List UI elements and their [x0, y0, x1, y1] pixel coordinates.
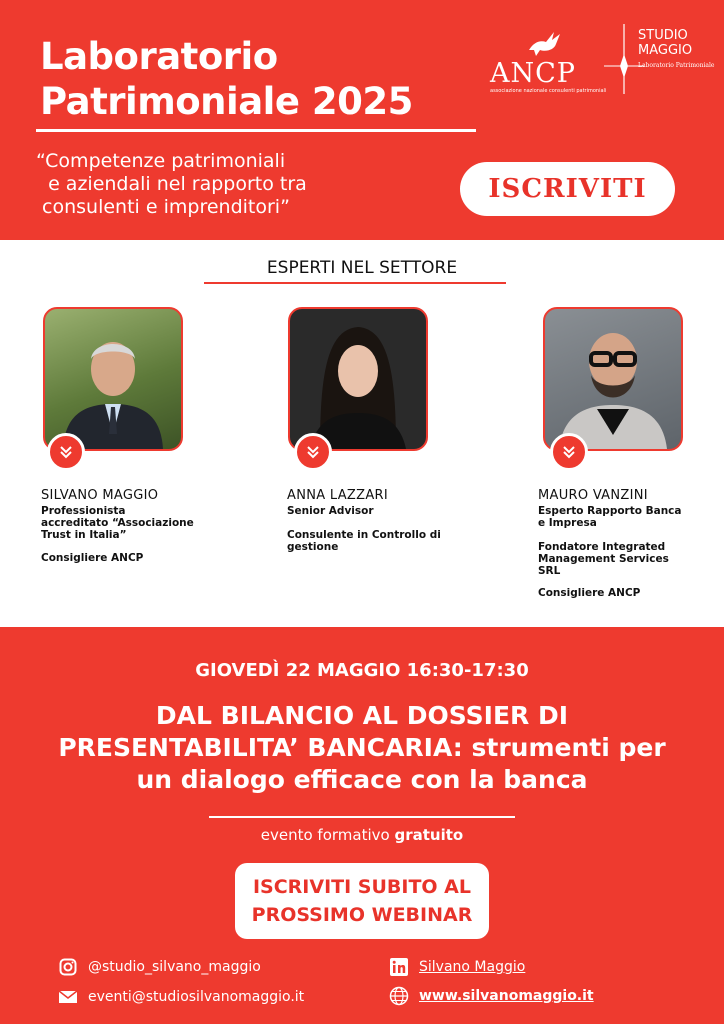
expert-role: Professionista accreditato “Associazione Trust in Italia” — [41, 505, 194, 541]
studio-line-2: MAGGIO — [638, 43, 693, 58]
free-prefix: evento formativo — [260, 826, 395, 844]
ancp-logo — [490, 28, 607, 94]
free-bold: gratuito — [394, 826, 464, 844]
chevron-down-icon — [305, 444, 321, 460]
chevron-down-icon — [58, 444, 74, 460]
experts-heading: ESPERTI NEL SETTORE — [266, 258, 458, 278]
title-line-2: Patrimoniale 2025 — [40, 80, 413, 123]
expert-photo-mauro — [543, 307, 683, 451]
expert-name: ANNA LAZZARI — [287, 488, 388, 503]
expert-role: Esperto Rapporto Banca e Impresa — [538, 505, 682, 529]
free-event-note — [0, 826, 724, 844]
event-date: GIOVEDÌ 22 MAGGIO 16:30-17:30 — [195, 660, 529, 681]
register-button[interactable]: ISCRIVITI — [460, 162, 675, 216]
portrait-anna — [290, 309, 426, 449]
event-divider — [209, 816, 515, 818]
ancp-wordmark: ANCP — [490, 58, 576, 89]
globe-icon — [389, 987, 409, 1005]
website-contact[interactable] — [389, 987, 594, 1005]
studio-line-1: STUDIO — [638, 28, 688, 43]
expert-role: Senior Advisor — [287, 505, 374, 517]
expand-badge — [47, 433, 85, 471]
subtitle-quote: “Competenze patrimoniali e aziendali nel rapporto tra consulenti e imprenditori” — [36, 150, 307, 218]
expert-role-secondary: Fondatore Integrated Management Services SRL — [538, 541, 669, 577]
linkedin-icon — [389, 958, 409, 976]
chevron-down-icon — [561, 444, 577, 460]
email-address: eventi@studiosilvanomaggio.it — [88, 989, 305, 1005]
expert-role-secondary: Consulente in Controllo di gestione — [287, 529, 441, 553]
portrait-mauro — [545, 309, 681, 449]
instagram-handle: @studio_silvano_maggio — [88, 959, 261, 975]
studio-line-3: Laboratorio Patrimoniale — [638, 62, 715, 69]
portrait-silvano — [45, 309, 181, 449]
expand-badge — [294, 433, 332, 471]
studio-maggio-logo — [604, 24, 719, 94]
title-line-1: Laboratorio — [40, 35, 278, 78]
ancp-subtitle: associazione nazionale consulenti patrimoniali — [490, 88, 607, 94]
expert-name: MAURO VANZINI — [538, 488, 648, 503]
experts-divider — [204, 282, 506, 284]
linkedin-link[interactable]: Silvano Maggio — [419, 959, 526, 975]
website-link[interactable]: www.silvanomaggio.it — [419, 988, 594, 1004]
expand-badge — [550, 433, 588, 471]
expert-photo-silvano — [43, 307, 183, 451]
instagram-contact[interactable] — [58, 958, 261, 976]
instagram-icon — [58, 958, 78, 976]
linkedin-contact[interactable] — [389, 958, 525, 976]
page-title — [40, 34, 413, 124]
register-webinar-button[interactable]: ISCRIVITI SUBITO AL PROSSIMO WEBINAR — [235, 863, 489, 939]
expert-role-tertiary: Consigliere ANCP — [538, 587, 641, 599]
expert-name: SILVANO MAGGIO — [41, 488, 159, 503]
pegasus-icon — [524, 28, 564, 58]
mail-icon — [58, 988, 78, 1006]
expert-photo-anna — [288, 307, 428, 451]
event-headline: DAL BILANCIO AL DOSSIER DI PRESENTABILITA’ BANCARIA: strumenti per un dialogo efficace con la banca — [58, 701, 666, 794]
email-contact[interactable] — [58, 988, 304, 1006]
title-divider — [36, 129, 476, 132]
expert-role-secondary: Consigliere ANCP — [41, 552, 144, 564]
